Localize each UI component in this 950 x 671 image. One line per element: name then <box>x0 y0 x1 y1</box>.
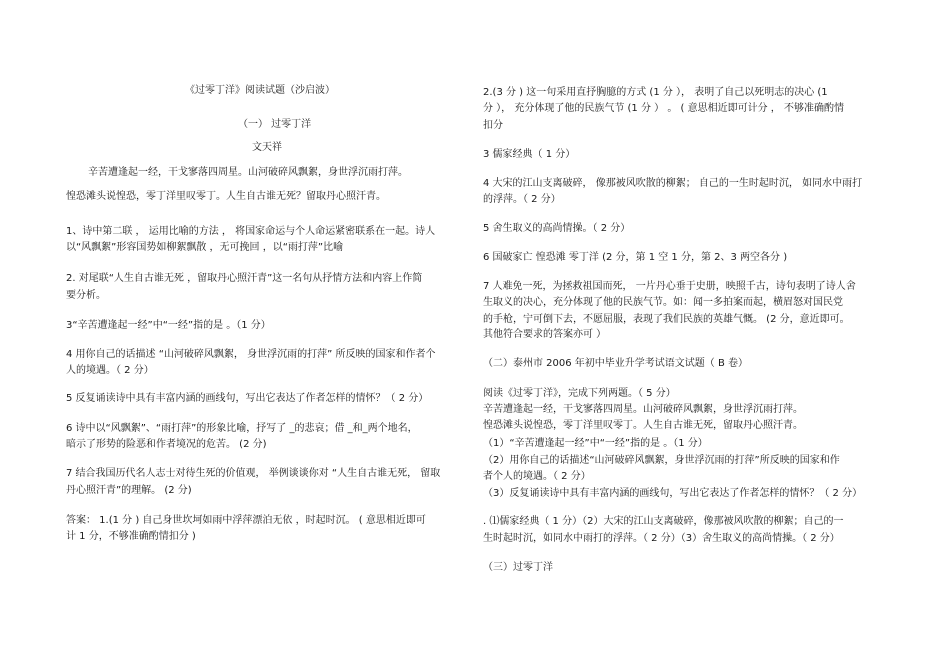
section-heading-2: （二）泰州市 2006 年初中毕业升学考试语文试题（ B 卷） <box>483 358 749 369</box>
poem-line-1: 辛苦遭逢起一经，干戈寥落四周星。山河破碎风飘絮，身世浮沉雨打萍。 <box>88 167 408 178</box>
section-2-intro: 阅读《过零丁洋》，完成下列两题。（ 5 分） <box>483 388 676 399</box>
section-2-answer-line-1: . ⑴儒家经典（ 1 分）（2）大宋的江山支离破碎，像那被风吹散的柳絮；自己的一 <box>483 516 844 527</box>
answer-5: 5 舍生取义的高尚情操。（ 2 分） <box>483 223 631 234</box>
answer-2-line-2: 分 ）， 充分体现了他的民族气节 (1 分 ） 。 ( 意思相近即可计分 ， 不够准确酌情 <box>483 103 844 114</box>
question-7-line-1: 7 结合我国历代名人志士对待生死的价值观， 举例谈谈你对 “人生自古谁无死， 留取 <box>66 468 441 479</box>
answer-2-line-3: 扣分 <box>483 120 503 131</box>
answer-6: 6 国破家亡 惶恐滩 零丁洋 (2 分，第 1 空 1 分，第 2、3 两空各分 ) <box>483 252 788 263</box>
answer-7-line-2: 生取义的决心，充分体现了他的民族气节。如：闻一多拍案而起，横眉怒对国民党 <box>483 297 843 308</box>
section-2-question-1: （1）“辛苦遭逢起一经”中“一经”指的是 。（1 分） <box>483 438 708 449</box>
section-2-question-2-line-2: 者个人的境遇。（ 2 分） <box>483 471 591 482</box>
question-4-line-1: 4 用你自己的话描述 “山河破碎风飘絮， 身世浮沉雨的打萍” 所反映的国家和作者个 <box>66 349 436 360</box>
answer-7-line-4: 其他符合要求的答案亦可 ） <box>483 329 607 340</box>
question-2-line-2: 要分析。 <box>66 290 106 301</box>
question-3: 3“辛苦遭逢起一经”中“一经”指的是 。（1 分） <box>66 320 271 331</box>
poem-author: 文天祥 <box>252 142 282 153</box>
question-6-line-2: 暗示了形势的险恶和作者境况的危苦。 (2 分) <box>66 439 267 450</box>
answer-7-line-1: 7 人难免一死，为拯救祖国而死， 一片丹心垂于史册，映照千古，诗句表明了诗人舍 <box>483 281 856 292</box>
section-2-poem-line-2: 惶恐滩头说惶恐，零丁洋里叹零丁。人生自古谁无死，留取丹心照汗青。 <box>483 420 803 431</box>
question-7-line-2: 丹心照汗青”的理解。 (2 分) <box>66 485 192 496</box>
section-2-question-3: （3）反复诵读诗中具有丰富内涵的画线句，写出它表达了作者怎样的情怀？（ 2 分） <box>483 488 863 499</box>
question-1-line-2: 以“风飘絮”形容国势如柳絮飘散 ，无可挽回 ，以“雨打萍”比喻 <box>66 242 344 253</box>
section-2-question-2-line-1: （2）用你自己的话描述“山河破碎风飘絮，身世浮沉雨的打萍”所反映的国家和作 <box>483 455 840 466</box>
section-2-answer-line-2: 生时起时沉，如同水中雨打的浮萍。（ 2 分）（3）舍生取义的高尚情操。（ 2 分） <box>483 533 840 544</box>
answer-4-line-2: 的浮萍。（ 2 分） <box>483 194 561 205</box>
poem-line-2: 惶恐滩头说惶恐，零丁洋里叹零丁。人生自古谁无死？留取丹心照汗青。 <box>66 191 386 202</box>
answer-4-line-1: 4 大宋的江山支离破碎， 像那被风吹散的柳絮； 自己的一生时起时沉， 如同水中雨打 <box>483 178 863 189</box>
answer-7-line-3: 的手枪，宁可倒下去，不愿屈服，表现了我们民族的英雄气慨。 (2 分，意近即可。 <box>483 314 850 325</box>
document-title: 《过零丁洋》阅读试题（沙启波） <box>185 85 335 96</box>
answer-1-line-2: 计 1 分，不够准确酌情扣分 ) <box>66 531 196 542</box>
answer-3: 3 儒家经典（ 1 分） <box>483 149 576 160</box>
question-1-line-1: 1、诗中第二联 ， 运用比喻的方法 ， 将国家命运与个人命运紧密联系在一起。诗人 <box>66 226 436 237</box>
question-6-line-1: 6 诗中以“风飘絮”、“雨打萍”的形象比喻，抒写了 _的悲哀；借 _和_两个地名， <box>66 423 418 434</box>
section-2-poem-line-1: 辛苦遭逢起一经，干戈寥落四周星。山河破碎风飘絮，身世浮沉雨打萍。 <box>483 404 803 415</box>
section-heading-3: （三）过零丁洋 <box>483 562 553 573</box>
question-2-line-1: 2. 对尾联“人生自古谁无死 ，留取丹心照汗青”这一名句从抒情方法和内容上作简 <box>66 273 423 284</box>
answer-2-line-1: 2.(3 分 ) 这一句采用直抒胸臆的方式 (1 分 ）， 表明了自己以死明志的决心 (1 <box>483 87 828 98</box>
answer-1-line-1: 答案： 1.(1 分 ) 自己身世坎坷如雨中浮萍漂泊无依 ，时起时沉。 ( 意思相近即可 <box>66 515 426 526</box>
question-5: 5 反复诵读诗中具有丰富内涵的画线句，写出它表达了作者怎样的情怀？（ 2 分） <box>66 393 429 404</box>
section-heading-1: （一） 过零丁洋 <box>238 119 312 130</box>
question-4-line-2: 人的境遇。（ 2 分） <box>66 365 154 376</box>
